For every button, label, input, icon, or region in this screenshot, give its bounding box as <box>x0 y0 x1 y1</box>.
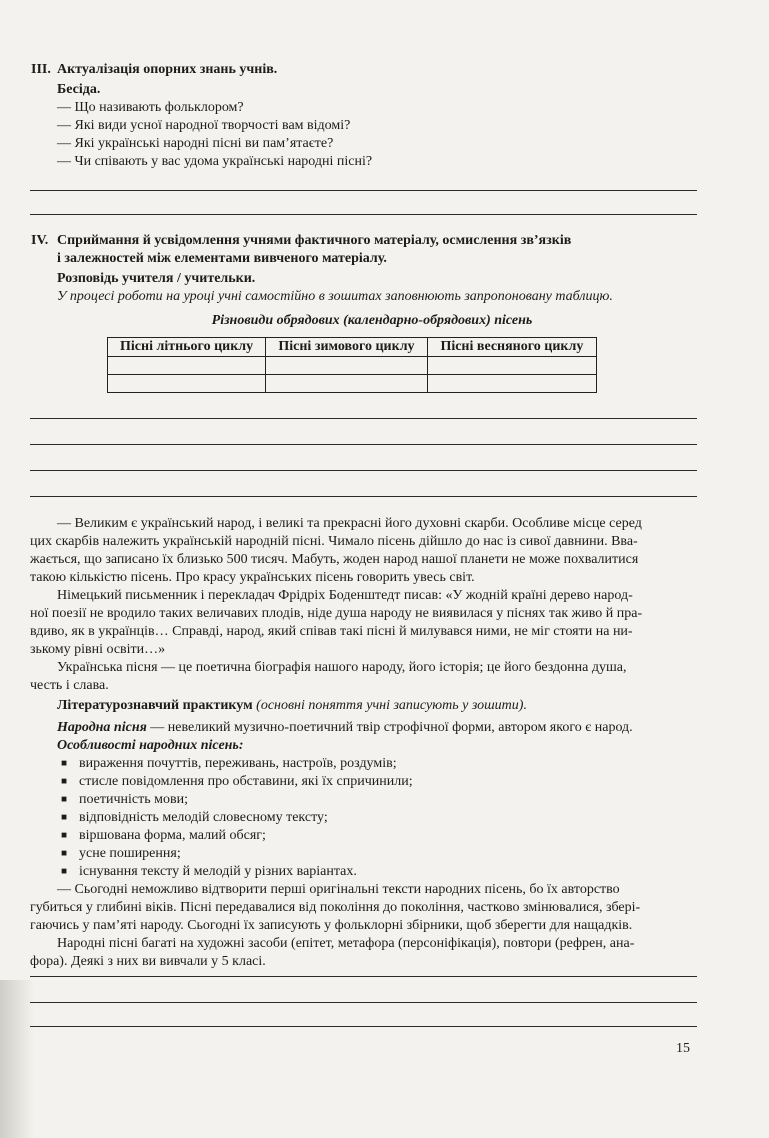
table-cell[interactable] <box>427 357 596 375</box>
table-header: Пісні літнього циклу <box>108 338 266 357</box>
table-header: Пісні зимового циклу <box>266 338 428 357</box>
section-4-numeral: IV. <box>31 233 49 248</box>
paragraph: Українська пісня — це поетична біографія нашого народу, його історія; це його бездонна душа, честь і слава. <box>30 660 627 693</box>
practicum-label: Літературознавчий практикум <box>57 698 253 713</box>
song-cycles-table <box>107 337 597 393</box>
list-item: ■ відповідність мелодій словесному тексту; <box>57 809 697 827</box>
table-header: Пісні весняного циклу <box>427 338 596 357</box>
paragraph: — Сьогодні неможливо відтворити перші оригінальні тексти народних пісень, бо їх авторство губиться у глибині віків. Пісні передавалися від покоління до покоління, частково змінювалися, зберi- гаючись у пам’яті народу. Сьогодні їх записують у фольклорні збірники, щоб зберегти для нащадків. <box>30 882 641 933</box>
conversation-label: Бесіда. <box>57 82 101 97</box>
section-4 <box>31 232 697 330</box>
definition-text: — невеликий музично-поетичний твір строфічної форми, автором якого є народ. <box>150 720 633 735</box>
question: — Чи співають у вас удома українські народні пісні? <box>57 154 373 169</box>
list-item: ■ віршована форма, малий обсяг; <box>57 827 697 845</box>
answer-line <box>30 190 697 191</box>
answer-line <box>30 496 697 497</box>
features-title: Особливості народних пісень: <box>57 738 244 753</box>
question: — Що називають фольклором? <box>57 100 244 115</box>
table-row <box>108 357 597 375</box>
practicum-line <box>30 697 697 715</box>
table-title: Різновиди обрядових (календарно-обрядових) пісень <box>211 313 533 328</box>
table-cell[interactable] <box>108 375 266 393</box>
list-item: ■ поетичність мови; <box>57 791 697 809</box>
paragraph: Німецький письменник і перекладач Фрідріх Боденштедт писав: «У жодній країні дерево народ- ної поезії не вродило таких величавих плодів, ніде душа народу не виявилася у піснях так живо й пра- вдиво, як в українців… Справді, народ, який співав такі пісні й милувався ними, не міг стояти на ни- зькому рівні освіти…» <box>30 588 643 657</box>
answer-line <box>30 214 697 215</box>
answer-line <box>30 470 697 471</box>
question: — Які види усної народної творчості вам відомі? <box>57 118 351 133</box>
table-row <box>108 375 597 393</box>
answer-line <box>30 976 697 977</box>
list-item: ■ усне поширення; <box>57 845 697 863</box>
answer-line <box>30 1026 697 1027</box>
section-4-heading-line2: і залежностей між елементами вивченого матеріалу. <box>57 251 387 266</box>
section-3 <box>31 61 697 171</box>
table-cell[interactable] <box>266 357 428 375</box>
definition-term: Народна пісня <box>57 720 147 735</box>
section-3-numeral: III. <box>31 62 51 77</box>
page-number: 15 <box>676 1041 690 1056</box>
teacher-story-label: Розповідь учителя / учительки. <box>57 271 256 286</box>
table-cell[interactable] <box>266 375 428 393</box>
table-cell[interactable] <box>427 375 596 393</box>
table-header-row <box>108 338 597 357</box>
instruction: У процесі роботи на уроці учні самостійно в зошитах заповнюють запропоновану таблицю. <box>57 289 613 304</box>
practicum-note: (основні поняття учні записують у зошити). <box>256 698 527 713</box>
answer-line <box>30 1002 697 1003</box>
section-4-heading-line1: IV. Сприймання й усвідомлення учнями фактичного матеріалу, осмислення зв’язків <box>31 233 572 248</box>
definition <box>30 719 697 737</box>
body-text <box>30 515 697 971</box>
answer-line <box>30 444 697 445</box>
list-item: ■ стисле повідомлення про обставини, які їх спричинили; <box>57 773 697 791</box>
question: — Які українські народні пісні ви пам’ятаєте? <box>57 136 334 151</box>
list-item: ■ вираження почуттів, переживань, настроїв, роздумів; <box>57 755 697 773</box>
paragraph: — Великим є український народ, і великі та прекрасні його духовні скарби. Особливе місце серед цих скарбів належить українській народній пісні. Чимало пісень дійшло до нас із сивої давнини. Вва- жається, що записано їх близько 500 тисяч. Мабуть, жоден народ нашої планети не може похвалитися такою кількістю пісень. Про красу українських пісень говорить увесь світ. <box>30 516 642 585</box>
scan-shadow <box>0 980 34 1138</box>
list-item: ■ існування тексту й мелодій у різних варіантах. <box>57 863 697 881</box>
features-list <box>30 755 697 881</box>
paragraph: Народні пісні багаті на художні засоби (епітет, метафора (персоніфікація), повтори (рефрен, ана- фора). Деякі з них ви вивчали у 5 класі. <box>30 936 635 969</box>
answer-line <box>30 418 697 419</box>
section-3-heading: III. Актуалізація опорних знань учнів. <box>31 62 278 77</box>
table-cell[interactable] <box>108 357 266 375</box>
